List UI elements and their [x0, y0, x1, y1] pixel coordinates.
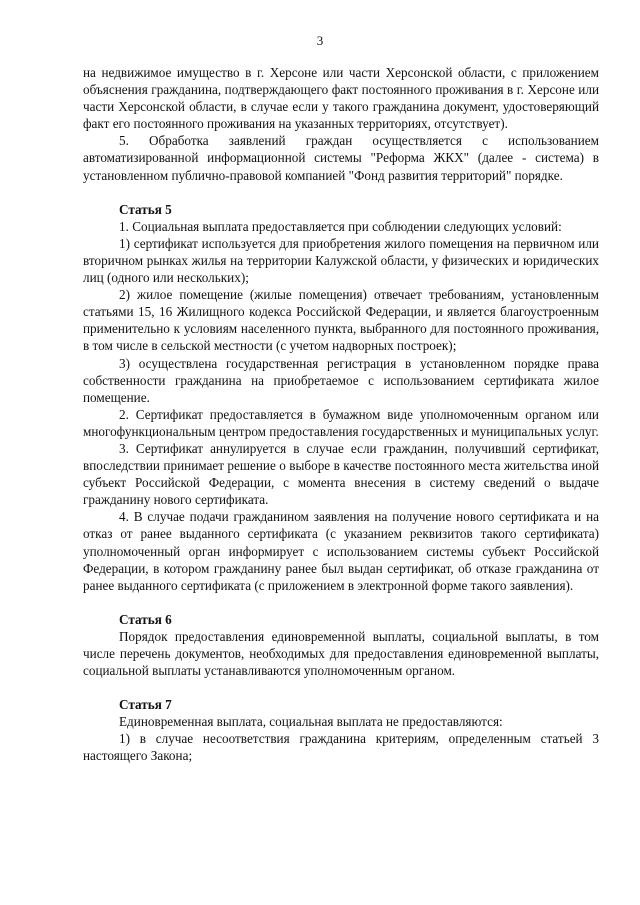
article-5-paragraph-2: 2. Сертификат предоставляется в бумажном виде уполномоченным органом или многофункциональным центром предоставления государственных и муниципальных услуг.	[83, 406, 599, 439]
paragraph-item-5: 5. Обработка заявлений граждан осуществляется с использованием автоматизированной информационной системы "Реформа ЖКХ" (далее - система) в установленном публично-правовой компанией "Фонд развития территорий" порядке.	[83, 133, 599, 183]
article-7-subitem-1: 1) в случае несоответствия гражданина критериям, определенным статьей 3 настоящего Закона;	[83, 731, 599, 764]
article-7-paragraph: Единовременная выплата, социальная выплата не предоставляются:	[119, 714, 503, 730]
article-5-paragraph-4: 4. В случае подачи гражданином заявления на получение нового сертификата и на отказ от ранее выданного сертификата (с указанием реквизитов такого сертификата) уполномоченный орган информирует с использованием системы субъект Российской Федерации, в котором гражданину ранее был выдан сертификат, об отказе гражданина от ранее выданного сертификата (с приложением в электронной форме такого заявления).	[83, 509, 599, 593]
article-5-subitem-2: 2) жилое помещение (жилые помещения) отвечает требованиям, установленным статьями 15, 16 Жилищного кодекса Российской Федерации, и является благоустроенным применительно к условиям населенного пункта, выбранного для постоянного проживания, в том числе в сельской местности (с учетом надворных построек);	[83, 287, 599, 354]
article-5-paragraph-3: 3. Сертификат аннулируется в случае если гражданин, получивший сертификат, впоследствии принимает решение о выборе в качестве постоянного места жительства иной субъект Российской Федерации, с момента внесения в систему сведений о выдаче гражданину нового сертификата.	[83, 440, 599, 508]
document-body	[83, 64, 599, 765]
article-6-heading: Статья 6	[119, 611, 172, 627]
article-5-heading: Статья 5	[119, 201, 172, 217]
article-5-subitem-1: 1) сертификат используется для приобретения жилого помещения на первичном или вторичном рынках жилья на территории Калужской области, у физических и юридических лиц (одного или нескольких);	[83, 235, 599, 286]
page-number: 3	[316, 33, 324, 48]
article-6-paragraph: Порядок предоставления единовременной выплаты, социальной выплаты, в том числе перечень документов, необходимых для предоставления единовременной выплаты, социальной выплаты устанавливаются уполномоченным органом.	[83, 628, 599, 679]
paragraph-continuation: на недвижимое имущество в г. Херсоне или части Херсонской области, с приложением объяснения гражданина, подтверждающего факт постоянного проживания в г. Херсоне или части Херсонской области, в случае если у такого гражданина документ, удостоверяющий факт его постоянного проживания на указанных территориях, отсутствует).	[83, 65, 599, 132]
article-7-heading: Статья 7	[119, 697, 172, 713]
article-5-paragraph-1: 1. Социальная выплата предоставляется при соблюдении следующих условий:	[119, 218, 562, 234]
article-5-subitem-3: 3) осуществлена государственная регистрация в установленном порядке права собственности гражданина на приобретаемое с использованием сертификата жилое помещение.	[83, 355, 599, 405]
